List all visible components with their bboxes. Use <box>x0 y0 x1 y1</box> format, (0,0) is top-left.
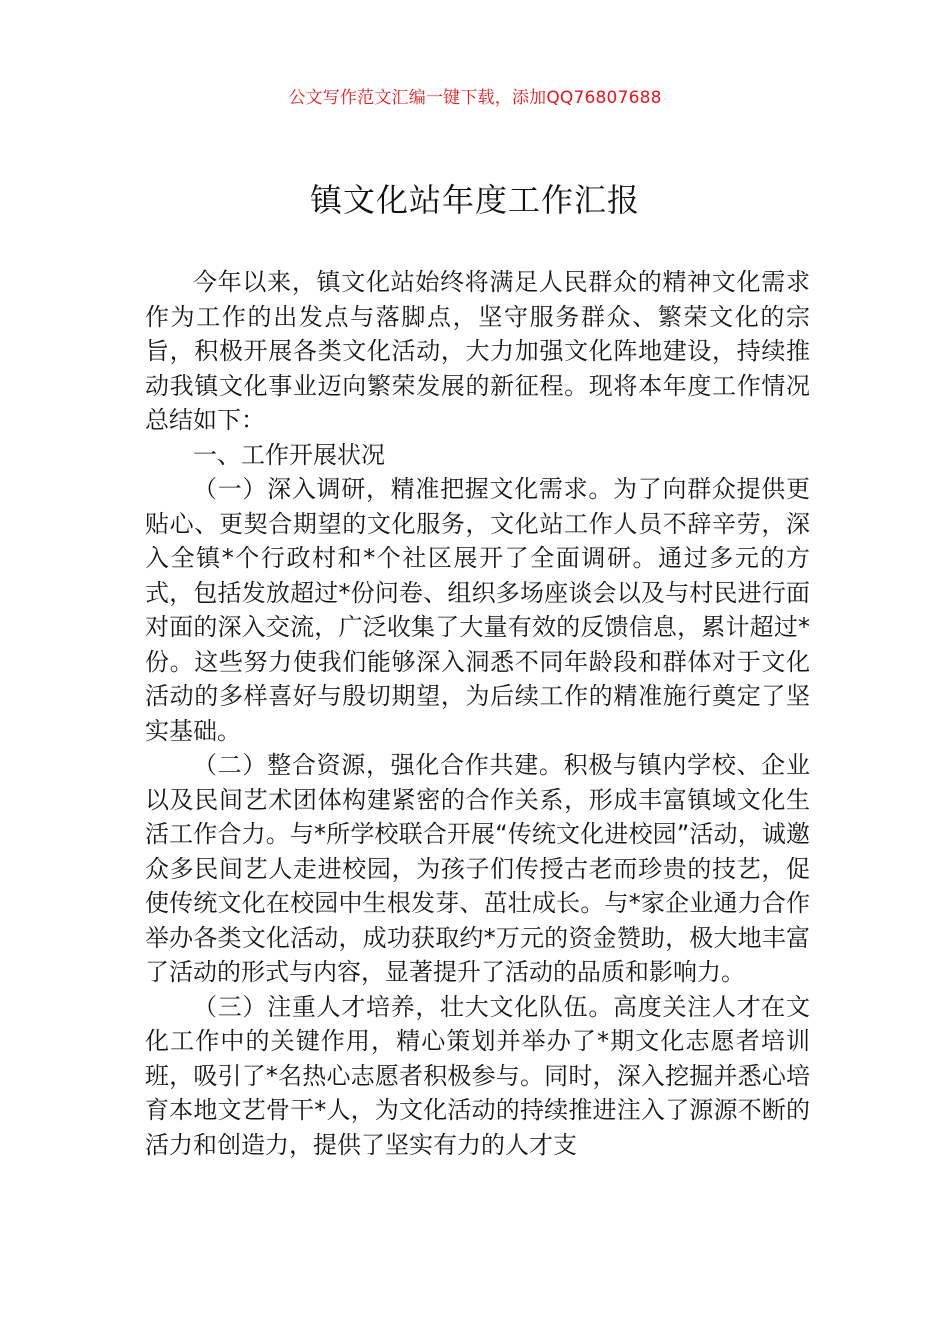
download-banner: 公文写作范文汇编一键下载，添加QQ76807688 <box>288 88 662 108</box>
body-paragraph: （三）注重人才培养，壮大文化队伍。高度关注人才在文化工作中的关键作用，精心策划并举办了*期文化志愿者培训班，吸引了*名热心志愿者积极参与。同时，深入挖掘并悉心培育本地文艺骨干*人，为文化活动的持续推进注入了源源不断的活力和创造力，提供了坚实有力的人才支 <box>145 992 810 1159</box>
body-paragraph: （二）整合资源，强化合作共建。积极与镇内学校、企业以及民间艺术团体构建紧密的合作关系，形成丰富镇域文化生活工作合力。与*所学校联合开展“传统文化进校园”活动，诚邀众多民间艺人走进校园，为孩子们传授古老而珍贵的技艺，促使传统文化在校园中生根发芽、茁壮成长。与*家企业通力合作举办各类文化活动，成功获取约*万元的资金赞助，极大地丰富了活动的形式与内容，显著提升了活动的品质和影响力。 <box>145 751 810 986</box>
body-paragraph: （一）深入调研，精准把握文化需求。为了向群众提供更贴心、更契合期望的文化服务，文化站工作人员不辞辛劳，深入全镇*个行政村和*个社区展开了全面调研。通过多元的方式，包括发放超过*份问卷、组织多场座谈会以及与村民进行面对面的深入交流，广泛收集了大量有效的反馈信息，累计超过*份。这些努力使我们能够深入洞悉不同年龄段和群体对于文化活动的多样喜好与殷切期望，为后续工作的精准施行奠定了坚实基础。 <box>145 475 810 745</box>
section-heading: 一、工作开展状况 <box>193 440 385 469</box>
intro-paragraph: 今年以来，镇文化站始终将满足人民群众的精神文化需求作为工作的出发点与落脚点，坚守服务群众、繁荣文化的宗旨，积极开展各类文化活动，大力加强文化阵地建设，持续推动我镇文化事业迈向繁荣发展的新征程。现将本年度工作情况总结如下： <box>145 268 810 434</box>
page-title: 镇文化站年度工作汇报 <box>309 181 640 219</box>
document-body <box>145 265 810 1162</box>
